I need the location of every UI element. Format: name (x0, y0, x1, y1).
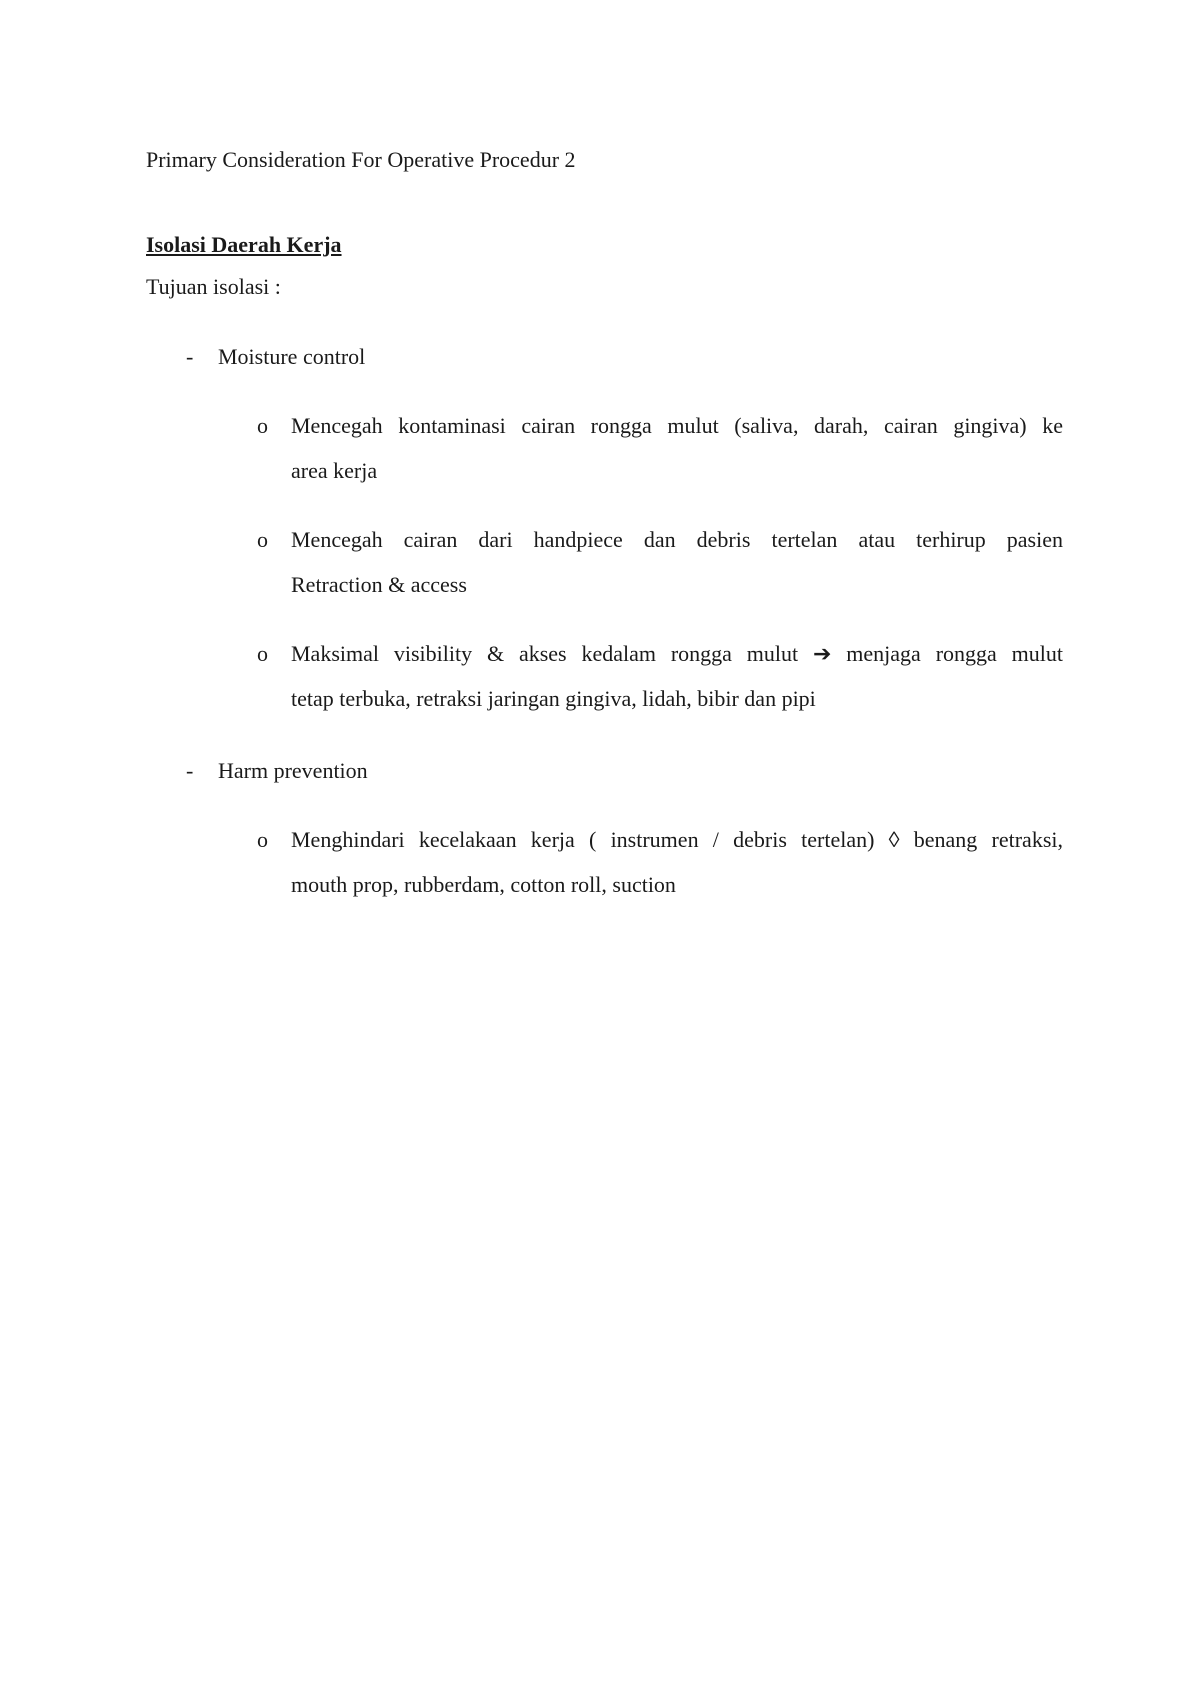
intro-text: Tujuan isolasi : (146, 274, 281, 299)
sub-item-line: area kerja (291, 458, 378, 483)
sub-item-line: Mencegah cairan dari handpiece dan debris tertelan atau terhirup pasien (291, 527, 1063, 552)
circle-bullet: o (257, 413, 268, 438)
sub-item-line: Maksimal visibility & akses kedalam rongga mulut ➔ menjaga rongga mulut (291, 641, 1063, 666)
section-heading: Isolasi Daerah Kerja (146, 232, 342, 257)
sub-item-line: Menghindari kecelakaan kerja ( instrumen / debris tertelan) ◊ benang retraksi, (291, 827, 1063, 852)
circle-bullet: o (257, 527, 268, 552)
document-title: Primary Consideration For Operative Procedur 2 (146, 147, 576, 172)
dash-bullet: - (186, 758, 194, 783)
sub-item-line: Mencegah kontaminasi cairan rongga mulut (saliva, darah, cairan gingiva) ke (291, 413, 1063, 438)
sub-item-line: tetap terbuka, retraksi jaringan gingiva, lidah, bibir dan pipi (291, 686, 816, 711)
list-item-label: Moisture control (218, 344, 366, 369)
sub-item-line: mouth prop, rubberdam, cotton roll, suction (291, 872, 676, 897)
list-item-label: Harm prevention (218, 758, 368, 783)
sub-item-line: Retraction & access (291, 572, 467, 597)
circle-bullet: o (257, 641, 268, 666)
circle-bullet: o (257, 827, 268, 852)
dash-bullet: - (186, 344, 194, 369)
